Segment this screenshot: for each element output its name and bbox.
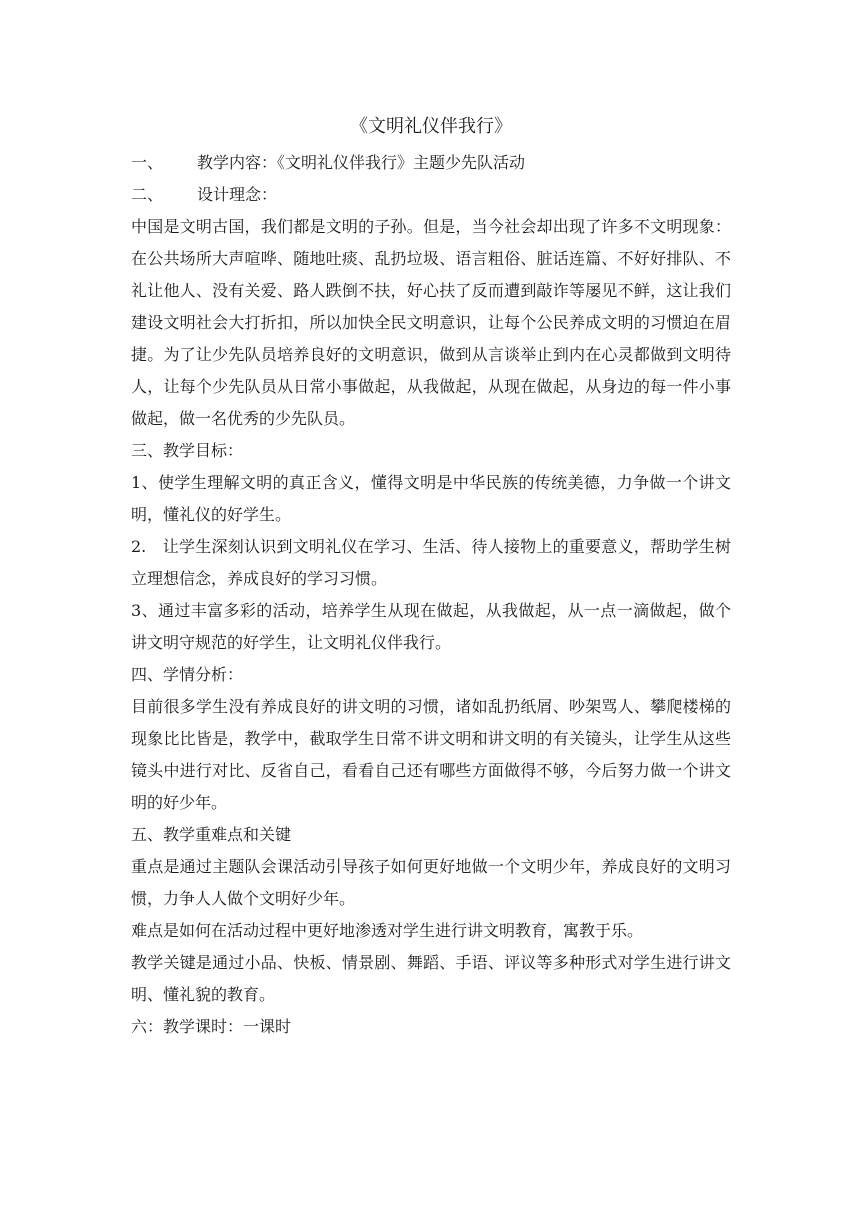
design-concept-paragraph: 中国是文明古国，我们都是文明的子孙。但是，当今社会却出现了许多不文明现象：在公共场所大声喧哗、随地吐痰、乱扔垃圾、语言粗俗、脏话连篇、不好好排队、不礼让他人、没有关爱、路人跌倒不扶，好心扶了反而遭到敲诈等屡见不鲜，这让我们建设文明社会大打折扣，所以加快全民文明意识，让每个公民养成文明的习惯迫在眉捷。为了让少先队员培养良好的文明意识，做到从言谈举止到内在心灵都做到文明待人，让每个少先队员从日常小事做起，从我做起，从现在做起，从身边的每一件小事做起，做一名优秀的少先队员。 <box>131 217 731 428</box>
section-2-number: 二、 <box>131 185 164 204</box>
section-1-text: 教学内容：《文明礼仪伴我行》主题少先队活动 <box>197 153 526 172</box>
teaching-key-paragraph: 教学关键是通过小品、快板、情景剧、舞蹈、手语、评议等多种形式对学生进行讲文明、懂礼貌的教育。 <box>131 953 731 1004</box>
goal-1: 1、使学生理解文明的真正含义，懂得文明是中华民族的传统美德，力争做一个讲文明，懂礼仪的好学生。 <box>131 473 731 524</box>
key-point-paragraph: 重点是通过主题队会课活动引导孩子如何更好地做一个文明少年，养成良好的文明习惯，力争人人做个文明好少年。 <box>131 857 731 908</box>
section-1-number: 一、 <box>131 153 164 172</box>
document-title: 《文明礼仪伴我行》 <box>350 116 512 137</box>
analysis-paragraph: 目前很多学生没有养成良好的讲文明的习惯，诸如乱扔纸屑、吵架骂人、攀爬楼梯的现象比比皆是，教学中，截取学生日常不讲文明和讲文明的有关镜头，让学生从这些镜头中进行对比、反省自己，看看自己还有哪些方面做得不够，今后努力做一个讲文明的好少年。 <box>131 697 731 812</box>
section-6-heading: 六：教学课时：一课时 <box>131 1017 292 1036</box>
section-3-heading: 三、教学目标： <box>131 441 244 460</box>
goal-3: 3、通过丰富多彩的活动，培养学生从现在做起，从我做起，从一点一滴做起，做个讲文明守规范的好学生，让文明礼仪伴我行。 <box>131 601 731 652</box>
section-1-heading <box>131 147 731 179</box>
section-2-text: 设计理念： <box>197 185 278 204</box>
section-5-heading: 五、教学重难点和关键 <box>131 825 292 844</box>
goal-2: 2. 让学生深刻认识到文明礼仪在学习、生活、待人接物上的重要意义，帮助学生树立理想信念，养成良好的学习习惯。 <box>131 537 731 588</box>
section-2-heading <box>131 179 731 211</box>
difficulty-paragraph: 难点是如何在活动过程中更好地渗透对学生进行讲文明教育，寓教于乐。 <box>131 921 644 940</box>
document-page <box>131 113 731 1043</box>
section-4-heading: 四、学情分析： <box>131 665 244 684</box>
